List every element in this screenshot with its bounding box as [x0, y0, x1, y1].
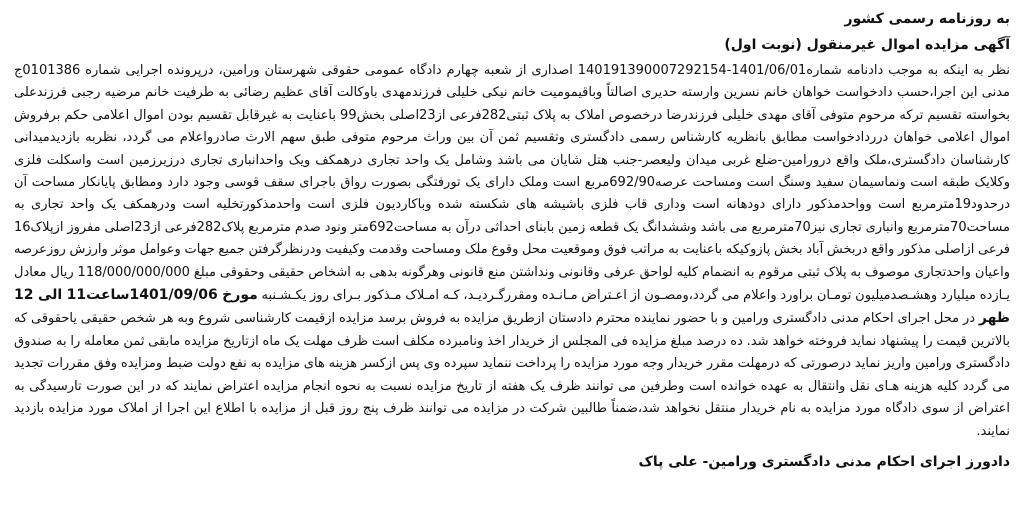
notice-body [14, 60, 1010, 443]
newspaper-name: به روزنامه رسمی کشور [844, 11, 1010, 27]
auction-datetime: مورخ 1401/09/06ساعت11 الی 12 ظهر [14, 287, 1010, 327]
notice-body-part-1: نظر به اینکه به موجب دادنامه شماره1401/06/01-140191390007292154 اصداری از شعبه چهارم دادگاه عمومی حقوقی شهرستان ورامین، درپرونده اجرایی شماره 0101386ج مدنی این اجرا،حسب دادخواست خواهان خانم نسرین وارسته حدیری اصالتاً وباقیمومیت خانم نیکی خلیلی فرزندمهدی باوکالت آقای عظیم رضائی به طرفیت خانم مرضیه رجبی فرزندعلی بخواسته تقسیم ترکه مرحوم متوفی آقای مهدی خلیلی فرزندرضا درخصوص املاک به پلاک ثبتی282فرعی از23اصلی بخش99 باعنایت به غیرقابل تقسیم بودن اموال اعلامی حکم برفروش اموال اعلامی خواهان درردادخواست مطابق بانظریه کارشناس رسمی دادگستری وتقسیم ثمن آن بین وراث مرحوم متوفی طبق سهم الارث صادرواعلام می گردد، نظربه بازدیدمیدانی کارشناسان دادگستری،ملک واقع درورامین-ضلع غربی میدان ولیعصر-جنب هتل شایان می باشد وشامل یک واحد تجاری درهمکف ویک واحدانباری تجاری درزیرزمین است واسکلت فلزی وکلایک طبقه است ونماسیمان سفید وسنگ است ومساحت عرصه692/90مربع است وملک دارای یک تورفتگی بصورت رواق باجرای سقف قوسی وجود دارد ومطابق پایانکار مساحت آن درحدود19مترمربع است وواحدمذکور دارای دودهانه است وداری قاب فلزی باشیشه های شکسته شده وباکاردیون فلزی است واحدمذکورتخلیه است ودرهمکف یک واحد تجاری به مساحت70مترمربع وانباری تجاری نیز70مترمربع می باشد وششدانگ یک قطعه زمین بابنای احداثی درآن به مساحت692متر ونود صدم مترمربع پلاک282فرعی از23اصلی مفروز ازپلاک16 فرعی ازاصلی مذکور واقع دربخش آباد بخش پازوکیکه باعنایت به مراتب فوق وموقعیت محل وقوع ملک ومساحت وقدمت وکیفیت ودرنظرگرفتن جمیع جهات وعوامل موثر وارزش روزعرصه واعیان واحدتجاری موصوف به پلاک ثبتی مرقوم به انضمام کلیه لواحق عرفی وقانونی ونداشتن منع قانونی وهرگونه بدهی به اشخاص حقیقی وحقوقی مبلغ 118/000/000/000 ریال معادل یـازده میلیارد وهشـصدمیلیون تومـان براورد واعلام می گردد،ومصـون از اعـتراض مـانـده ومقررگـردیـد، کـه امـلاک مـذکور بـرای روز یکـشـنبه [14, 63, 1011, 304]
notice-title: آگهی مزایده اموال غیرمنقول (نوبت اول) [724, 37, 1010, 53]
notice-body-part-2: در محل اجرای احکام مدنی دادگستری ورامین و با حضور نماینده محترم دادستان ازطریق مزایده به فروش برسد مزایده ازقیمت کارشناسی شروع وبه هر شخص حقیقی یاحقوقی که بالاترین قیمت را پیشنهاد نماید فروخته خواهد شد. ده درصد مبلغ مزایده فی المجلس از خریدار اخذ ونامبرده مکلف است ظرف مهلت یک ماه ازتاریخ مزایده مابقی ثمن معامله را به صندوق دادگستری ورامین واریز نماید درصورتی که درمهلت مقرر خریدار وجه مورد مزایده را پرداخت ننماید سپرده وی پس ازکسر هزینه های مزایده به نفع دولت ضبط ومزایده وفق مقررات تجدید می گردد کلیه هزینه هـای نقل وانتقال به عهده خوانده است وطرفین می توانند ظرف یک هفته از تاریخ مزایده نسبت به نحوه انجام مزایده اعتراض نمایند که در این صورت تارسیدگی به اعتراض از سوی دادگاه مورد مزایده به نام خریدار منتقل نخواهد شد،ضمناً طالبین شرکت در مزایده می توانند ظرف پنج روز قبل از مزایده با اطلاع این اجرا از املاک مورد مزایده بازدید نمایند. [14, 311, 1010, 439]
signature-line: دادورز اجرای احکام مدنی دادگستری ورامین- علی پاک [638, 453, 1010, 470]
